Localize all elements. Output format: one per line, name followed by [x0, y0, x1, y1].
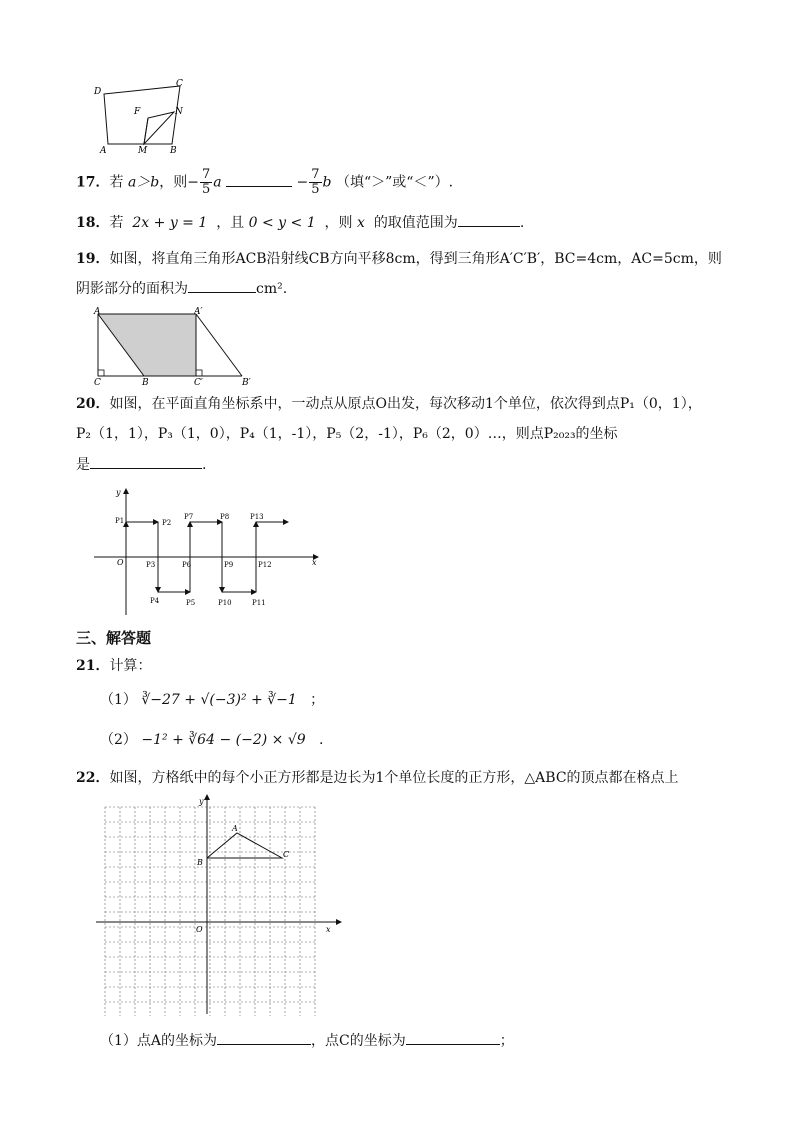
question-21-part-2: （2） −1² + ∛64 − (−2) × √9 . [100, 732, 324, 748]
label-P10: P10 [218, 599, 232, 607]
label-N: N [175, 107, 183, 117]
label-C-prime: C′ [194, 378, 203, 388]
label-B-prime: B′ [242, 378, 251, 388]
label-P1: P1 [115, 517, 125, 525]
figure-quadrilateral [90, 78, 190, 154]
question-number: 17． [76, 174, 110, 191]
label-B: B [142, 378, 149, 388]
figure-translated-triangles [88, 306, 260, 388]
question-21-part-1: （1） ∛−27 + √(−3)² + ∛−1 ； [100, 692, 325, 708]
fraction: $\frac{7}{5}$ [201, 167, 211, 197]
label-B: B [170, 146, 177, 154]
y-axis-label: y [199, 797, 204, 806]
label-D: D [94, 87, 102, 97]
label-P6: P6 [182, 561, 192, 569]
x-axis-label: x [326, 925, 331, 934]
label-P13: P13 [250, 513, 264, 521]
label-P4: P4 [150, 597, 160, 605]
question-number: 19． [76, 251, 110, 267]
question-number: 22． [76, 770, 110, 786]
question-17: 17．若 a＞b，则− $\frac{7}{5}$ a − $\frac{7}{5}$ b （填“＞”或“＜”）. [76, 167, 454, 197]
expression: −1² + ∛64 − (−2) × √9 [141, 732, 306, 748]
origin-label: O [117, 558, 124, 567]
label-P8: P8 [220, 513, 230, 521]
question-22: 22．如图，方格纸中的每个小正方形都是边长为1个单位长度的正方形，△ABC的顶点都在格点上 [76, 770, 679, 786]
section-heading: 三、解答题 [76, 629, 152, 647]
answer-blank[interactable] [226, 172, 292, 187]
label-M: M [138, 146, 148, 154]
question-number: 18． [76, 215, 110, 231]
label-C: C [176, 79, 183, 89]
question-22-part-1: （1）点A的坐标为 ，点C的坐标为 ； [100, 1030, 514, 1051]
label-P12: P12 [258, 561, 272, 569]
question-21: 21．计算： [76, 658, 152, 674]
x-axis-label: x [312, 558, 317, 567]
y-axis-label: y [116, 488, 121, 497]
expression: ∛−27 + √(−3)² + ∛−1 [141, 692, 297, 708]
label-P7: P7 [184, 513, 194, 521]
answer-blank[interactable] [188, 278, 256, 293]
figure-coordinate-grid [96, 794, 342, 1016]
question-20: 20．如图，在平面直角坐标系中，一动点从原点O出发，每次移动1个单位，依次得到点P₁（0，1）， P₂（1，1），P₃（1，0），P₄（1，-1），P₅（2，-1），P₆（2，0）…，则点P₂₀₂₃的坐标 是 . [76, 396, 702, 473]
answer-blank-C[interactable] [406, 1030, 500, 1045]
label-P2: P2 [162, 519, 172, 527]
question-number: 20． [76, 396, 110, 412]
label-P3: P3 [146, 561, 156, 569]
answer-blank[interactable] [90, 454, 202, 469]
label-P9: P9 [224, 561, 234, 569]
answer-blank[interactable] [458, 212, 520, 227]
label-A: A [232, 824, 238, 833]
answer-blank-A[interactable] [217, 1030, 311, 1045]
label-P5: P5 [186, 599, 196, 607]
question-18: 18．若 2x + y = 1 ，且 0 < y < 1 ，则 x 的取值范围为 . [76, 212, 524, 233]
question-19: 19．如图，将直角三角形ACB沿射线CB方向平移8cm，得到三角形A′C′B′，BC=4cm，AC=5cm，则 阴影部分的面积为 cm². [76, 251, 722, 297]
label-A-prime: A′ [194, 307, 203, 317]
question-number: 21． [76, 658, 110, 674]
fraction: $\frac{7}{5}$ [311, 167, 320, 197]
label-P11: P11 [252, 599, 266, 607]
label-B: B [197, 858, 203, 867]
label-C: C [94, 378, 101, 388]
label-A: A [100, 146, 107, 154]
label-F: F [134, 107, 141, 117]
origin-label: O [196, 925, 203, 934]
figure-zigzag-path [90, 485, 322, 617]
label-A: A [94, 307, 101, 317]
label-C: C [283, 850, 290, 859]
